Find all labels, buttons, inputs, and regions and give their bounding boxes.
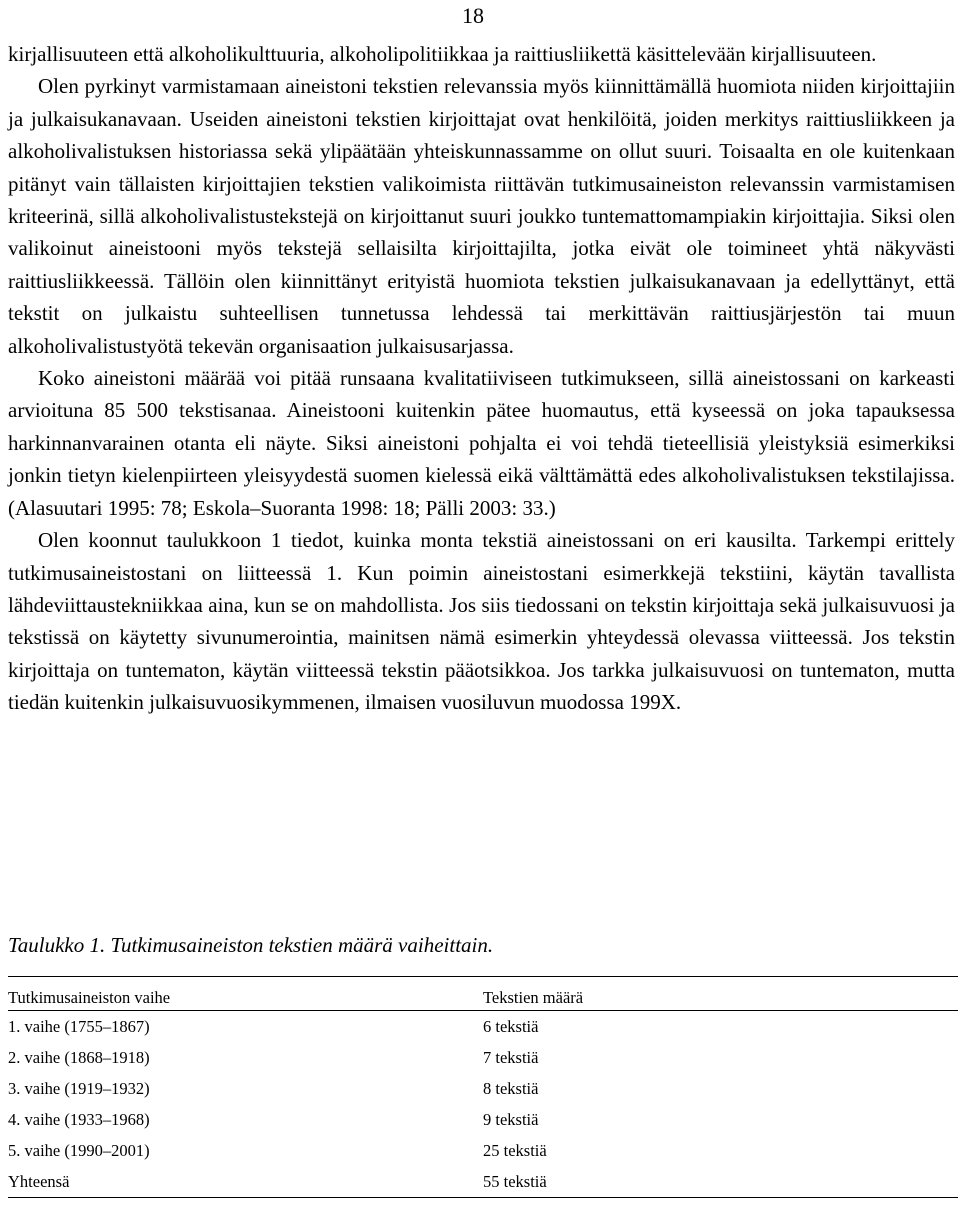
paragraph: Olen koonnut taulukkoon 1 tiedot, kuinka monta tekstiä aineistossani on eri kausilta. Tarkempi erittely tutkimusaineistostani on liitteessä 1. Kun poimin aineistostani esimerkkejä tekstiini, käytän tavallista lähdeviittaustekniikkaa aina, kun se on mahdollista. Jos siis tiedossani on tekstin kirjoittaja sekä julkaisuvuosi ja tekstissä on käytetty sivunumerointia, mainitsen nämä esimerkin yhteydessä olevassa viitteessä. Jos tekstin kirjoittaja on tuntematon, käytän viitteessä tekstin pääotsikkoa. Jos tarkka julkaisuvuosi on tuntematon, mutta tiedän kuitenkin julkaisuvuosikymmenen, ilmaisen vuosiluvun muodossa 199X. [8,528,955,715]
table-cell-phase: 5. vaihe (1990–2001) [8,1141,150,1160]
table-cell-count: 7 tekstiä [483,1048,539,1067]
table-cell-count: 55 tekstiä [483,1172,547,1191]
paragraph: Koko aineistoni määrää voi pitää runsaana kvalitatiiviseen tutkimukseen, sillä aineistossani on karkeasti arvioituna 85 500 tekstisanaa. Aineistooni kuitenkin pätee huomautus, että kyseessä on joka tapauksessa harkinnanvarainen otanta eli näyte. Siksi aineistoni pohjalta ei voi tehdä tieteellisiä yleistyksiä esimerkiksi jonkin tietyn kielenpiirteen yleisyydestä suomen kielessä eikä välttämättä edes alkoholivalistuksen tekstilajissa. (Alasuutari 1995: 78; Eskola–Suoranta 1998: 18; Pälli 2003: 33.) [8,366,955,520]
paragraph: Olen pyrkinyt varmistamaan aineistoni tekstien relevanssia myös kiinnittämällä huomiota niiden kirjoittajiin ja julkaisukanavaan. Useiden aineistoni tekstien kirjoittajat ovat henkilöitä, joiden merkitys raittiusliikkeen ja alkoholivalistuksen historiassa sekä ylipäätään yhteiskunnassamme on ollut suuri. Toisaalta en ole kuitenkaan pitänyt vain tällaisten kirjoittajien tekstien valikoimista riittävän tutkimusaineiston relevanssin varmistamisen kriteerinä, sillä alkoholivalistustekstejä on kirjoittanut suuri joukko tuntemattomampiakin kirjoittajia. Siksi olen valikoinut aineistooni myös tekstejä sellaisilta kirjoittajilta, jotka eivät ole toimineet yhtä näkyvästi raittiusliikkeessä. Tällöin olen kiinnittänyt erityistä huomiota tekstien julkaisukanavaan ja edellyttänyt, että tekstit on julkaistu suhteellisen tunnetussa lehdessä tai merkittävän raittiusjärjestön tai muun alkoholivalistustyötä tekevän organisaation julkaisusarjassa. [8,74,955,358]
table-header-row [8,977,958,1010]
table-cell-phase: 4. vaihe (1933–1968) [8,1110,150,1129]
table-cell-phase: 3. vaihe (1919–1932) [8,1079,150,1098]
page-number: 18 [462,3,484,28]
column-header-count: Tekstien määrä [483,988,584,1007]
table-caption: Taulukko 1. Tutkimusaineiston tekstien määrä vaiheittain. [8,933,494,957]
data-table [8,976,958,1198]
table-row [8,1135,958,1166]
table-cell-count: 25 tekstiä [483,1141,547,1160]
table-row [8,1011,958,1042]
column-header-phase: Tutkimusaineiston vaihe [8,988,171,1007]
table-cell-phase: 1. vaihe (1755–1867) [8,1017,150,1036]
table-row [8,1104,958,1135]
table-row [8,1073,958,1104]
body-text [8,38,955,719]
table-row [8,1042,958,1073]
table-bottom-rule [8,1197,958,1198]
table-cell-count: 8 tekstiä [483,1079,539,1098]
paragraph: kirjallisuuteen että alkoholikulttuuria, alkoholipolitiikkaa ja raittiusliikettä käsittelevään kirjallisuuteen. [8,42,877,66]
table-cell-phase: Yhteensä [8,1172,70,1191]
table-row-total [8,1166,958,1197]
table-cell-phase: 2. vaihe (1868–1918) [8,1048,150,1067]
table-cell-count: 6 tekstiä [483,1017,539,1036]
table-cell-count: 9 tekstiä [483,1110,539,1129]
